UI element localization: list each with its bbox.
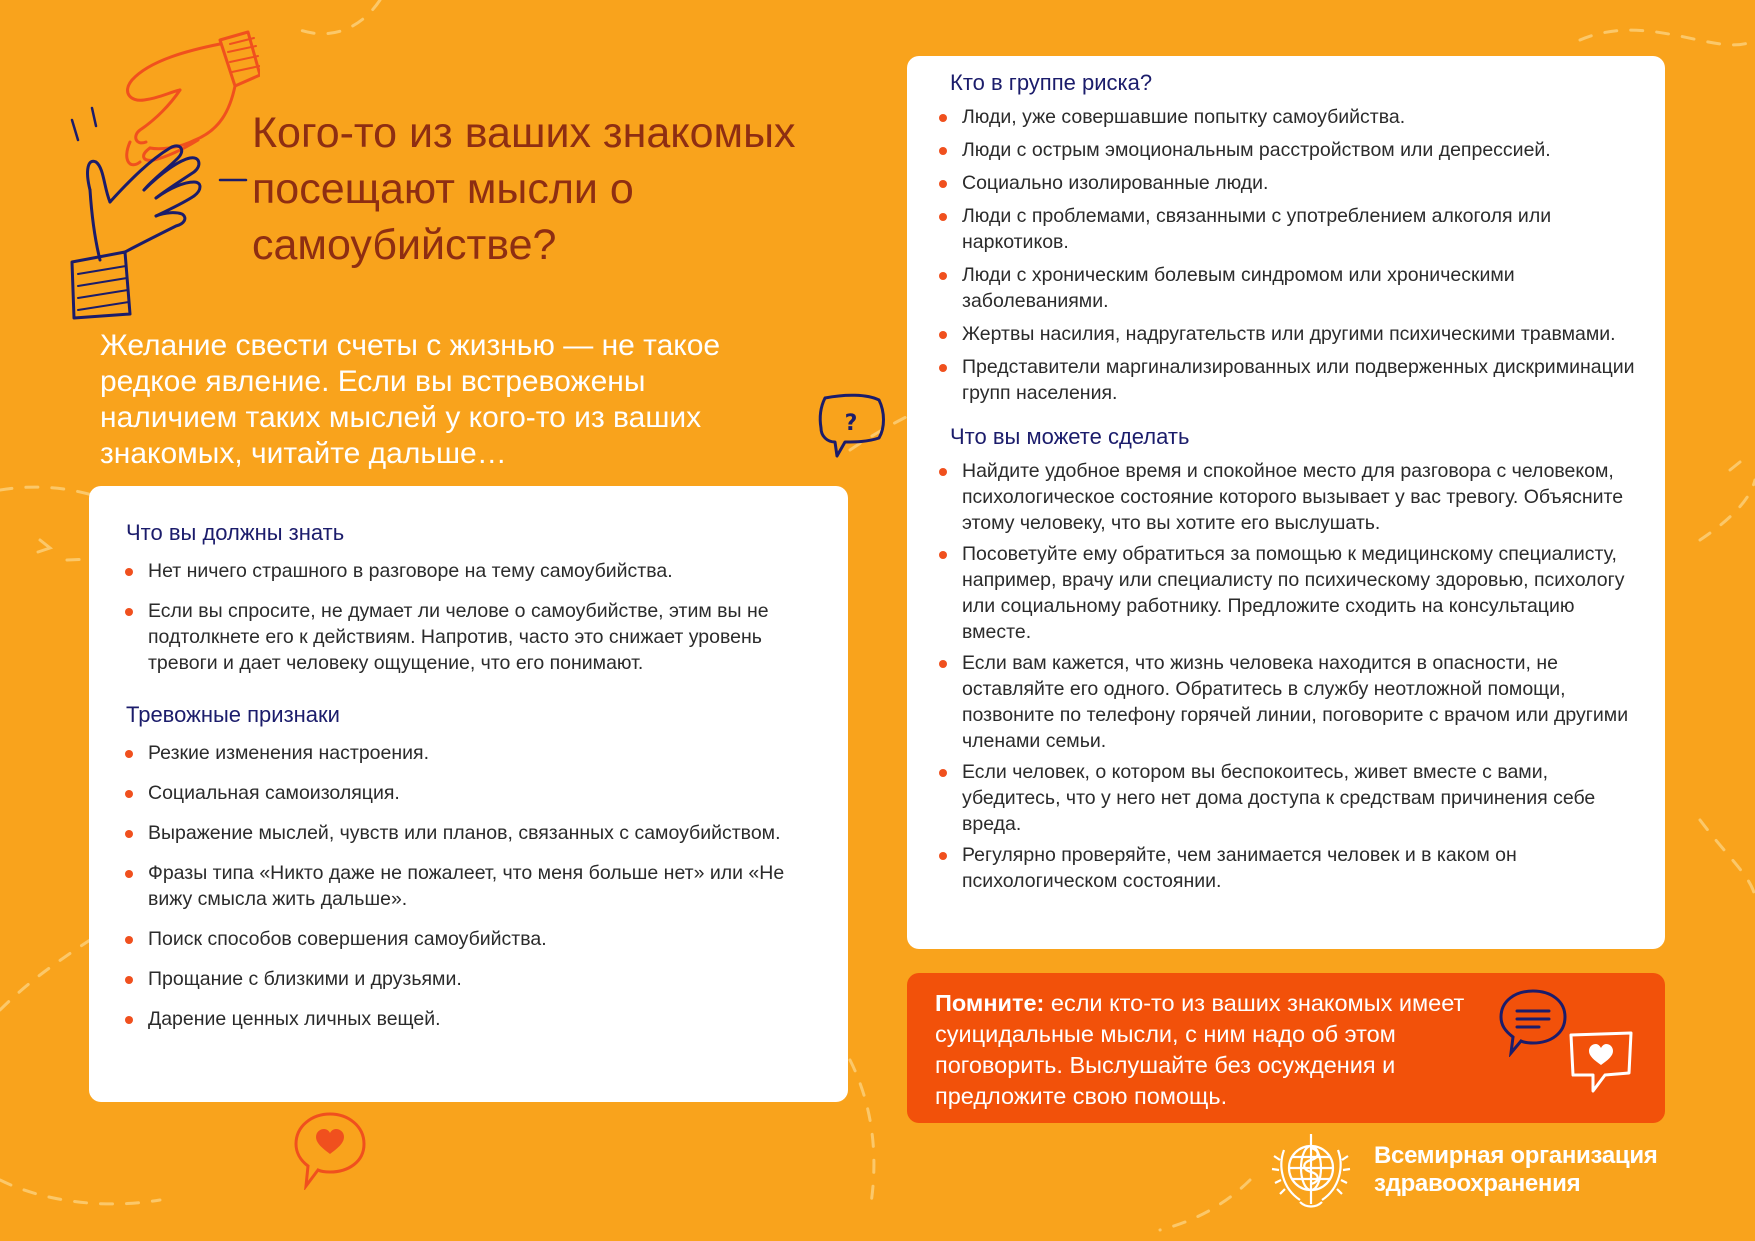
remember-label: Помните: bbox=[935, 990, 1045, 1016]
list-item: Нет ничего страшного в разговоре на тему самоубийства. bbox=[123, 558, 814, 584]
left-info-card bbox=[89, 486, 848, 1102]
remember-callout bbox=[907, 973, 1665, 1123]
heart-bubble-icon bbox=[292, 1110, 368, 1190]
list-item: Выражение мыслей, чувств или планов, связанных с самоубийством. bbox=[123, 820, 814, 846]
list-item: Посоветуйте ему обратиться за помощью к медицинскому специалисту, например, врачу или специалисту по психическому здоровью, психологу или социальному работнику. Предложите сходить на консультацию вместе. bbox=[937, 541, 1641, 645]
list-item: Если вы спросите, не думает ли челове о самоубийстве, этим вы не подтолкнете его к действиям. Напротив, часто это снижает уровень тревоги и дает человеку ощущение, что его понимают. bbox=[123, 598, 814, 676]
list-item: Социально изолированные люди. bbox=[937, 170, 1641, 196]
know-section-title: Что вы должны знать bbox=[126, 520, 345, 545]
question-bubble-icon bbox=[815, 392, 887, 462]
right-info-card bbox=[907, 56, 1665, 949]
list-item: Поиск способов совершения самоубийства. bbox=[123, 926, 814, 952]
know-list bbox=[123, 558, 814, 676]
list-item: Резкие изменения настроения. bbox=[123, 740, 814, 766]
svg-text:?: ? bbox=[844, 411, 858, 436]
list-item: Если человек, о котором вы беспокоитесь, живет вместе с вами, убедитесь, что у него нет дома доступа к средствам причинения себе вреда. bbox=[937, 759, 1641, 837]
page-title: Кого-то из ваших знакомых посещают мысли о самоубийстве? bbox=[252, 109, 796, 269]
who-org-name: Всемирная организация здравоохранения bbox=[1374, 1142, 1658, 1197]
actions-section-title: Что вы можете сделать bbox=[950, 424, 1190, 449]
list-item: Люди с хроническим болевым синдромом или хроническими заболеваниями. bbox=[937, 262, 1641, 314]
heart-message-icon bbox=[1565, 1027, 1637, 1099]
list-item: Фразы типа «Никто даже не пожалеет, что меня больше нет» или «Не вижу смысла жить дальше». bbox=[123, 860, 814, 912]
signs-list bbox=[123, 740, 814, 1032]
list-item: Если вам кажется, что жизнь человека находится в опасности, не оставляйте его одного. Обратитесь в службу неотложной помощи, позвоните по телефону горячей линии, поговорите с врачом или другими членами семьи. bbox=[937, 650, 1641, 754]
list-item: Регулярно проверяйте, чем занимается человек и в каком он психологическом состоянии. bbox=[937, 842, 1641, 894]
list-item: Прощание с близкими и друзьями. bbox=[123, 966, 814, 992]
list-item: Найдите удобное время и спокойное место для разговора с человеком, психологическое состояние которого вызывает у вас тревогу. Объясните этому человеку, что вы хотите его выслушать. bbox=[937, 458, 1641, 536]
chat-bubble-icon bbox=[1497, 987, 1569, 1057]
helping-hands-icon bbox=[70, 30, 260, 320]
list-item: Социальная самоизоляция. bbox=[123, 780, 814, 806]
list-item: Дарение ценных личных вещей. bbox=[123, 1006, 814, 1032]
list-item: Люди с острым эмоциональным расстройством или депрессией. bbox=[937, 137, 1641, 163]
remember-body: если кто-то из ваших знакомых имеет суицидальные мысли, с ним надо об этом поговорить. Выслушайте без осуждения и предложите свою помощь. bbox=[935, 990, 1465, 1109]
intro-text: Желание свести счеты с жизнью — не такое редкое явление. Если вы встревожены наличием таких мыслей у кого-то из ваших знакомых, читайте дальше… bbox=[100, 329, 721, 470]
list-item: Люди с проблемами, связанными с употреблением алкоголя или наркотиков. bbox=[937, 203, 1641, 255]
list-item: Представители маргинализированных или подверженных дискриминации групп населения. bbox=[937, 354, 1641, 406]
actions-list bbox=[937, 458, 1641, 894]
remember-text bbox=[935, 988, 1505, 1112]
who-logo bbox=[1270, 1130, 1670, 1210]
who-emblem-icon bbox=[1270, 1130, 1352, 1212]
risk-list bbox=[937, 104, 1641, 406]
signs-section-title: Тревожные признаки bbox=[126, 702, 340, 727]
risk-section-title: Кто в группе риска? bbox=[950, 70, 1153, 95]
list-item: Жертвы насилия, надругательств или другими психическими травмами. bbox=[937, 321, 1641, 347]
list-item: Люди, уже совершавшие попытку самоубийства. bbox=[937, 104, 1641, 130]
